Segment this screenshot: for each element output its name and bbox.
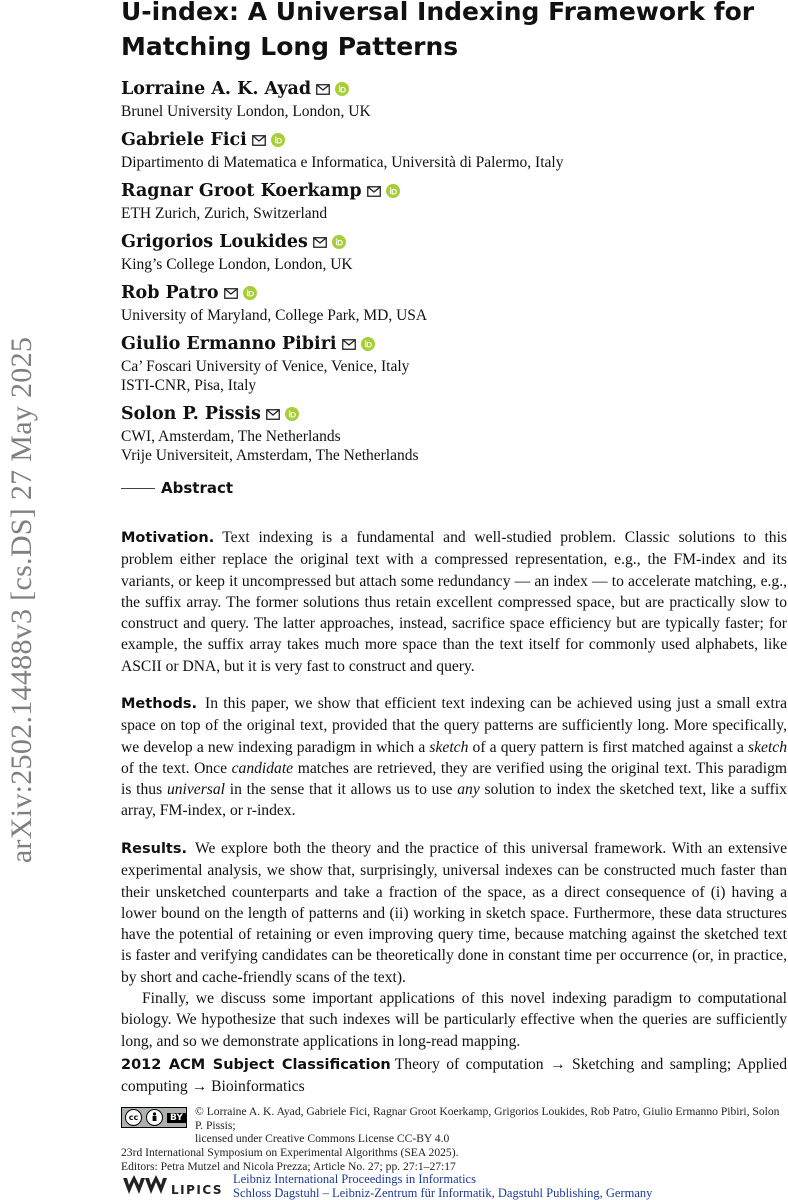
person-icon [146,1109,163,1126]
orcid-icon[interactable] [386,184,400,198]
author-affiliation: ISTI-CNR, Pisa, Italy [121,377,257,394]
arxiv-stamp [4,300,40,900]
author-name: Giulio Ermanno Pibiri [121,334,337,354]
results-paragraph [121,838,787,988]
mail-icon[interactable] [224,288,238,299]
mail-icon[interactable] [367,186,381,197]
methods-text-3: of the text. Once [121,759,232,777]
author-entry [121,178,781,223]
lipics-info [233,1172,652,1200]
abstract-results [121,838,787,1052]
author-entry [121,401,781,465]
methods-em-any: any [457,781,480,799]
methods-text-1: In this paper, we show that efficient text indexing can be achieved using just a small extra space on top of the original text, provided that the query patterns are sufficiently long. More specifically, we develop a new indexing paradigm in which a [121,695,787,756]
acm-classification [121,1054,787,1098]
methods-text-5: in the sense that it allows us to use [225,781,458,799]
author-name: Grigorios Loukides [121,232,308,252]
paper-title: U-index: A Universal Indexing Framework for Matching Long Patterns [121,0,755,61]
orcid-icon[interactable] [243,286,257,300]
license-line: licensed under Creative Commons License CC-BY 4.0 [195,1132,450,1145]
author-entry [121,76,781,121]
venue-block [121,1146,781,1173]
author-affiliation: CWI, Amsterdam, The Netherlands [121,428,341,445]
abstract-rule [121,488,155,489]
lipics-link[interactable]: Leibniz International Proceedings in Informatics [233,1172,476,1186]
author-name: Solon P. Pissis [121,404,261,424]
methods-text-6: solution to index the sketched text, like a suffix array, FM-index, or r-index. [121,781,787,820]
acm-label: 2012 ACM Subject Classification [121,1057,391,1073]
orcid-icon[interactable] [332,235,346,249]
author-entry [121,127,781,172]
cc-by-badge [121,1107,187,1128]
author-name: Ragnar Groot Koerkamp [121,181,362,201]
motivation-text: Text indexing is a fundamental and well-studied problem. Classic solutions to this problem either replace the original text with a compressed representation, e.g., the FM-index and its variants, or keep it uncompressed but attach some redundancy — an index — to accelerate matching, e.g., the suffix array. The former solutions thus retain excellent compressed space, but are practically slow to construct and query. The latter approaches, instead, sacrifice space efficiency but are typically faster; for example, the suffix array takes much more space than the text itself for commonly used alphabets, like ASCII or DNA, but it is very fast to construct and query. [121,529,787,675]
mail-icon[interactable] [266,409,280,420]
orcid-icon[interactable] [285,407,299,421]
lipics-logo-text: LIPICS [171,1183,224,1197]
copyright-line: © Lorraine A. K. Ayad, Gabriele Fici, Ragnar Groot Koerkamp, Grigorios Loukides, Rob Patro, Giulio Ermanno Pibiri, Solon P. Pissis; [195,1105,780,1132]
author-affiliation: University of Maryland, College Park, MD, USA [121,307,428,324]
author-affiliation: Vrije Universiteit, Amsterdam, The Netherlands [121,447,419,464]
author-affiliation: Brunel University London, London, UK [121,103,371,120]
author-name-row [121,127,781,153]
author-affiliation: ETH Zurich, Zurich, Switzerland [121,205,328,222]
methods-em-universal: universal [166,781,225,799]
author-name-row [121,280,781,306]
mail-icon[interactable] [316,84,330,95]
author-list [121,76,781,471]
cc-icon: cc [125,1109,142,1126]
author-name-row [121,178,781,204]
lipics-logo [121,1172,231,1198]
mail-icon[interactable] [342,339,356,350]
author-affiliation: King’s College London, London, UK [121,256,353,273]
venue-line: 23rd International Symposium on Experimental Algorithms (SEA 2025). [121,1146,459,1159]
orcid-icon[interactable] [361,337,375,351]
orcid-icon[interactable] [335,82,349,96]
methods-em-candidate: candidate [231,759,294,777]
methods-text-4: matches are retrieved, they are verified using the original text. This paradigm is thus [121,759,787,799]
author-name: Gabriele Fici [121,130,247,150]
author-name-row [121,401,781,427]
author-name-row [121,331,781,357]
motivation-label: Motivation. [121,530,215,546]
abstract-heading-label: Abstract [161,479,234,497]
license-block [195,1105,787,1146]
arxiv-id: arXiv:2502.14488v3 [cs.DS] 27 May 2025 [5,336,39,864]
author-entry [121,280,781,325]
author-entry [121,331,781,395]
editors-line: Editors: Petra Mutzel and Nicola Prezza; Article No. 27; pp. 27:1–27:17 [121,1159,456,1173]
author-name: Lorraine A. K. Ayad [121,79,312,99]
author-name: Rob Patro [121,283,219,303]
abstract-heading [121,478,781,498]
author-name-row [121,229,781,255]
methods-em-sketch-1: sketch [429,738,469,756]
publisher-link[interactable]: Schloss Dagstuhl – Leibniz-Zentrum für Informatik, Dagstuhl Publishing, Germany [233,1186,653,1200]
mail-icon[interactable] [313,237,327,248]
author-entry [121,229,781,274]
abstract-motivation [121,527,787,677]
abstract-methods [121,693,787,822]
author-affiliation: Ca’ Foscari University of Venice, Venice, Italy [121,358,410,375]
results-text: We explore both the theory and the practice of this universal framework. With an extensive experimental analysis, we show that, surprisingly, universal indexes can be constructed much faster than their unsketched counterparts and take a fraction of the space, as a direct consequence of (i) having a lower bound on the length of patterns and (ii) working in sketch space. Furthermore, these data structures have the potential of retaining or even improving query time, because matching against the sketched text is faster and verifying candidates can be theoretically done in constant time per occurrence (or, in practice, by short and cache-friendly scans of the text). [121,840,787,986]
methods-text-2: of a query pattern is first matched against a [468,738,749,756]
by-label: BY [167,1113,186,1123]
orcid-icon[interactable] [271,133,285,147]
mail-icon[interactable] [252,135,266,146]
acm-text: Theory of computation → Sketching and sampling; Applied computing → Bioinformatics [121,1056,787,1096]
author-affiliation: Dipartimento di Matematica e Informatica, Università di Palermo, Italy [121,154,564,171]
results-label: Results. [121,841,187,857]
methods-em-sketch-2: sketch [748,738,787,756]
author-name-row [121,76,781,102]
results-closing: Finally, we discuss some important applications of this novel indexing paradigm to computational biology. We hypothesize that such indexes will be particularly effective when the queries are sufficiently long, and so we demonstrate applications in long-read mapping. [121,990,787,1050]
methods-label: Methods. [121,696,197,712]
